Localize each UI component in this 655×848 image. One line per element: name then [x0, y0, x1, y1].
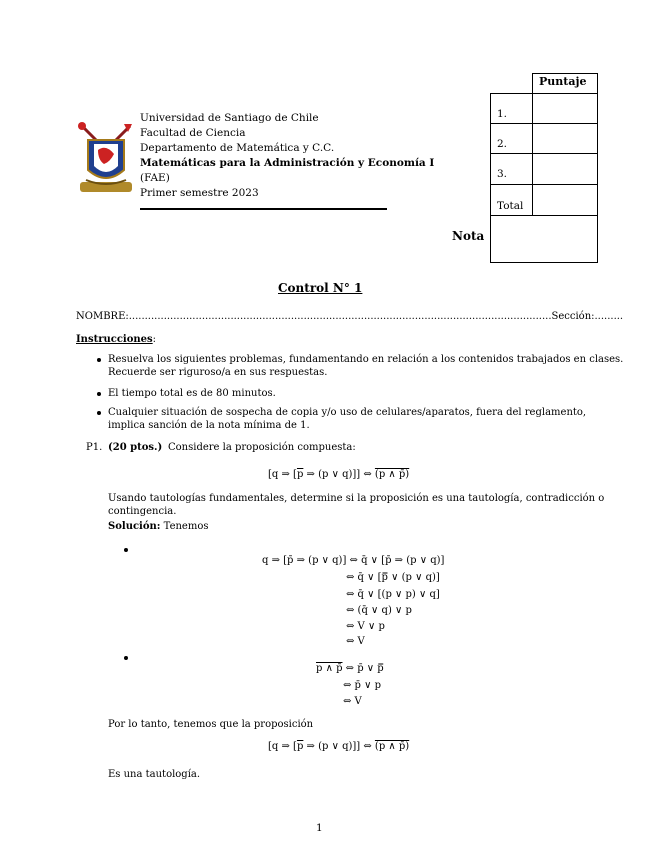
- name-field-line: NOMBRE:.....................................................................................................................................Sección:.........: [76, 311, 624, 322]
- derivation-line: ⇔ (q̄ ∨ q) ∨ p: [346, 605, 412, 616]
- score-row-label: 3.: [497, 168, 508, 180]
- university-crest-logo: [76, 120, 136, 202]
- score-header: Puntaje: [539, 75, 587, 88]
- instructions-title: Instrucciones: [76, 334, 153, 345]
- instruction-item: Recuerde ser riguroso/a en sus respuestas.: [108, 367, 328, 378]
- nota-label: Nota: [452, 229, 485, 243]
- bullet-icon: [97, 392, 101, 396]
- solution-intro: [108, 520, 208, 533]
- department-name: Departamento de Matemática y C.C.: [140, 142, 335, 154]
- score-row-label: Total: [497, 200, 524, 212]
- conclusion-text: Por lo tanto, tenemos que la proposición: [108, 719, 314, 730]
- problem-task: Usando tautologías fundamentales, determine si la proposición es una tautología, contradicción o: [108, 493, 605, 504]
- header-rule: [140, 208, 387, 210]
- semester: Primer semestre 2023: [140, 187, 259, 199]
- score-row-label: 2.: [497, 138, 508, 150]
- instruction-item: Cualquier situación de sospecha de copia y/o uso de celulares/aparatos, fuera del reglamento,: [108, 407, 587, 418]
- faculty-name: Facultad de Ciencia: [140, 127, 246, 139]
- problem-statement: Considere la proposición compuesta:: [168, 442, 356, 453]
- derivation-line: ⇔ V: [346, 636, 365, 647]
- instruction-item: Resuelva los siguientes problemas, fundamentando en relación a los contenidos trabajados en clases.: [108, 354, 624, 365]
- derivation-line: ⇔ q̄ ∨ [p̿ ∨ (p ∨ q)]: [346, 572, 440, 583]
- bullet-icon: [97, 358, 101, 362]
- instruction-item: implica sanción de la nota mínima de 1.: [108, 420, 310, 431]
- derivation-line: ⇔ p̄ ∨ p: [343, 680, 382, 691]
- score-row-label: 1.: [497, 108, 508, 120]
- problem-points: (20 ptos.): [108, 442, 163, 453]
- main-formula-repeat: [q ⇒ [$\overline{p}$ ⇒ (p ∨ q)]] ⇔ (p ∧ p̄): [268, 741, 410, 752]
- course-code: (FAE): [140, 172, 170, 184]
- course-name: Matemáticas para la Administración y Economía I: [140, 157, 435, 169]
- derivation-line: p ∧ p̄ ⇔ p̄ ∨ p̿: [316, 663, 384, 674]
- bullet-icon: [124, 656, 128, 660]
- problem-number: P1.: [86, 442, 103, 453]
- university-name: Universidad de Santiago de Chile: [140, 112, 319, 124]
- bullet-icon: [97, 411, 101, 415]
- derivation-line: ⇔ q̄ ∨ [(p ∨ p) ∨ q]: [346, 589, 440, 600]
- derivation-line: ⇔ V ∨ p: [346, 621, 385, 632]
- derivation-line: ⇔ V: [343, 696, 362, 707]
- solution-text: Tenemos: [163, 521, 209, 532]
- page-title: Control N° 1: [278, 281, 363, 295]
- problem-task: contingencia.: [108, 506, 177, 517]
- page-number: 1: [316, 822, 323, 834]
- conclusion-text: Es una tautología.: [108, 769, 201, 780]
- instructions-heading: [76, 333, 156, 347]
- instruction-item: El tiempo total es de 80 minutos.: [108, 388, 276, 399]
- derivation-line: q ⇒ [p̄ ⇒ (p ∨ q)] ⇔ q̄ ∨ [p̄ ⇒ (p ∨ q)]: [262, 555, 445, 566]
- instructions-colon: :: [152, 334, 157, 345]
- main-formula: [q ⇒ [$\overline{p}$ ⇒ (p ∨ q)]] ⇔ (p ∧ p̄): [268, 469, 410, 480]
- solution-label: Solución:: [108, 521, 161, 532]
- bullet-icon: [124, 548, 128, 552]
